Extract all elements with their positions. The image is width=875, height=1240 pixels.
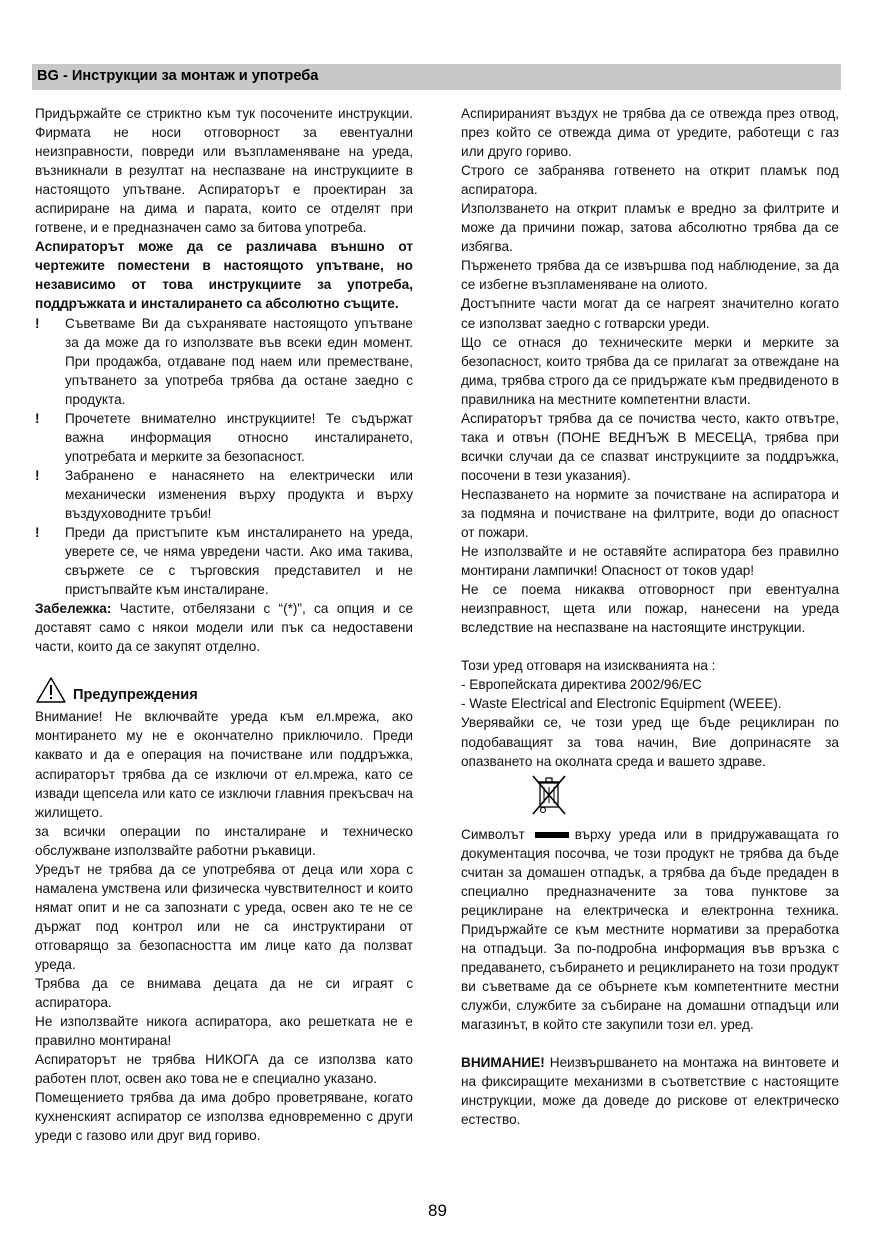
warning-triangle-icon: [35, 676, 67, 704]
warning-paragraph: Не се поема никаква отговорност при евентуална неизправност, щета или пожар, нанесени на уреда вследствие на неспазване на настоящите инструкции.: [461, 582, 839, 636]
warning-paragraph: Уредът не трябва да се употребява от деца или хора с намалена умствена или физическа чувствителност и които нямат опит и не са запознати с уреда, освен ако те не се държат под контрол или не са инструктирани от отговарящо за безопасността им лице като да ползват уреда.: [35, 861, 413, 972]
left-column: [35, 104, 413, 1145]
warning-paragraph: Не използвайте и не оставяйте аспиратора без правилно монтирани лампички! Опасност от токов удар!: [461, 544, 839, 579]
list-item: [35, 523, 413, 599]
attention-paragraph: [461, 1053, 839, 1129]
black-bar-icon: [535, 832, 569, 838]
note-label: Забележка:: [35, 601, 112, 617]
warning-paragraph: Трябва да се внимава децата да не си играят с аспиратора.: [35, 976, 413, 1011]
warning-paragraph: Пърженето трябва да се извършва под наблюдение, за да се избегне възпламеняване на олиото.: [461, 258, 839, 293]
warning-paragraph: за всички операции по инсталиране и техническо обслужване използвайте работни ръкавици.: [35, 823, 413, 858]
warning-paragraph: Строго се забранява готвенето на открит пламък под аспиратора.: [461, 163, 839, 198]
warning-paragraph: Аспираторът не трябва НИКОГА да се използва като работен плот, освен ако това не е специално указано.: [35, 1052, 413, 1087]
exclamation-icon: !: [35, 410, 40, 426]
warnings-heading: [35, 673, 413, 707]
warning-paragraph: Не използвайте никога аспиратора, ако решетката не е правилно монтирана!: [35, 1014, 413, 1049]
list-item-text: Прочетете внимателно инструкциите! Те съдържат важна информация относно инсталирането, употребата и мерките за безопасност.: [65, 410, 413, 464]
warning-paragraph: Неспазването на нормите за почистване на аспиратора и за подмяна и почистване на филтрите, води до опасност от пожари.: [461, 486, 839, 541]
warning-paragraph: Внимание! Не включвайте уреда към ел.мрежа, ако монтирането му не е окончателно приключило. Преди каквато и да е операция на почистване или поддръжка, аспираторът трябва да се изключи от ел.мрежа, като се извади щепсела или като се изключи главния прекъсвач на жилището.: [35, 709, 413, 820]
right-column: [461, 104, 839, 1129]
warning-paragraph: Достъпните части могат да се нагреят значително когато се използват заедно с готварски уреди.: [461, 296, 839, 331]
list-item: [35, 314, 413, 409]
list-item-text: Преди да пристъпите към инсталирането на уреда, уверете се, че няма увредени части. Ако има такива, свържете се с търговския представител и не пристъпвайте към инсталиране.: [65, 525, 413, 598]
exclamation-icon: !: [35, 315, 40, 331]
symbol-text: върху уреда или в придружаващата го документация посочва, че този продукт не трябва да бъде считан за домашен отпадък, а трябва да бъде предаден в специално предназначените за това пунктове за рециклиране на електрическа и електронна техника. Придържайте се към местните нормативи за преработка на отпадъци. За по-подробна информация във връзка с предаването, събирането и рециклирането на този продукт ви съветваме да се обърнете към компетентните местни служби, службите за събиране на домашни отпадъци или магазинът, в който сте закупили този ел. уред.: [461, 826, 839, 1033]
section-header-bar: [32, 64, 841, 90]
note-text: Частите, отбелязани с “(*)”, са опция и се доставят само с някои модели или пък са недоставени части, които да се закупят отделно.: [35, 601, 413, 655]
spacer: [461, 1034, 839, 1053]
list-item: [35, 466, 413, 523]
exclamation-icon: !: [35, 525, 40, 541]
list-item-text: Съветваме Ви да съхранявате настоящото упътване за да може да го използвате във всеки един момент. При продажба, отдаване под наем или преместване, упътването за употреба трябва да остане заедно с продукта.: [65, 315, 413, 407]
appearance-notice: Аспираторът може да се различава външно от чертежите поместени в настоящото упътване, но независимо от това инструкциите за употреба, поддръжката и инсталирането са абсолютно същите.: [35, 239, 413, 312]
attention-label: ВНИМАНИЕ!: [461, 1055, 545, 1071]
recycling-paragraph: Уверявайки се, че този уред ще бъде рециклиран по подобаващият за това начин, Вие допринасяте за опазването на околната среда и вашето здраве.: [461, 715, 839, 769]
symbol-paragraph: [461, 825, 839, 1035]
symbol-prefix: Символът: [461, 826, 525, 842]
warning-paragraph: Използването на открит пламък е вредно за филтрите и може да причини пожар, затова абсолютно трябва да се избягва.: [461, 201, 839, 255]
weee-symbol-area: [461, 771, 839, 825]
list-item-text: Забранено е нанасянето на електрически или механически изменения върху продукта и върху въздуховодните тръби!: [65, 467, 413, 521]
note-paragraph: [35, 599, 413, 656]
compliance-line: - Европейската директива 2002/96/ЕС: [461, 677, 702, 693]
warning-paragraph: Аспирираният въздух не трябва да се отвежда през отвод, през който се отвежда дима от уредите, работещи с газ или друго гориво.: [461, 106, 839, 160]
attention-text: Неизвършването на монтажа на винтовете и на фиксиращите механизми в съответствие с настоящите инструкции, може да доведе до рискове от електрическо естество.: [461, 1055, 839, 1128]
intro-paragraph: Придържайте се стриктно към тук посочените инструкции. Фирмата не носи отговорност за евентуални неизправности, повреди или възпламеняване на уреда, възникнали в резултат на неспазване на инструкциите в настоящото упътване. Аспираторът е проектиран за аспириране на дима и парата, които се отделят при готвене, и е предназначен само за битова употреба.: [35, 106, 413, 236]
crossed-bin-icon: [529, 773, 569, 817]
exclamation-icon: !: [35, 467, 40, 483]
page-number: 89: [428, 1201, 447, 1220]
warning-paragraph: Що се отнася до техническите мерки и мерките за безопасност, които трябва да се прилагат за отвеждане на дима, трябва строго да се придържате към предвиденото в правилника на местните компетентни власти.: [461, 334, 839, 407]
compliance-line: - Waste Electrical and Electronic Equipment (WEEE).: [461, 696, 782, 712]
warning-paragraph: Помещението трябва да има добро проветряване, когато кухненският аспиратор се използва едновременно с други уреди с газово или друг вид гориво.: [35, 1090, 413, 1144]
list-item: [35, 409, 413, 466]
spacer: [461, 637, 839, 656]
compliance-line: Този уред отговаря на изискванията на :: [461, 658, 716, 674]
section-title: BG - Инструкции за монтаж и употреба: [37, 68, 319, 84]
warnings-title: Предупреждения: [73, 686, 198, 703]
warning-paragraph: Аспираторът трябва да се почиства често, както отвътре, така и отвън (ПОНЕ ВЕДНЪЖ В МЕСЕЦА, трябва при всички случаи да се спазват инструкциите за поддръжка, посочени в тези указания).: [461, 410, 839, 483]
